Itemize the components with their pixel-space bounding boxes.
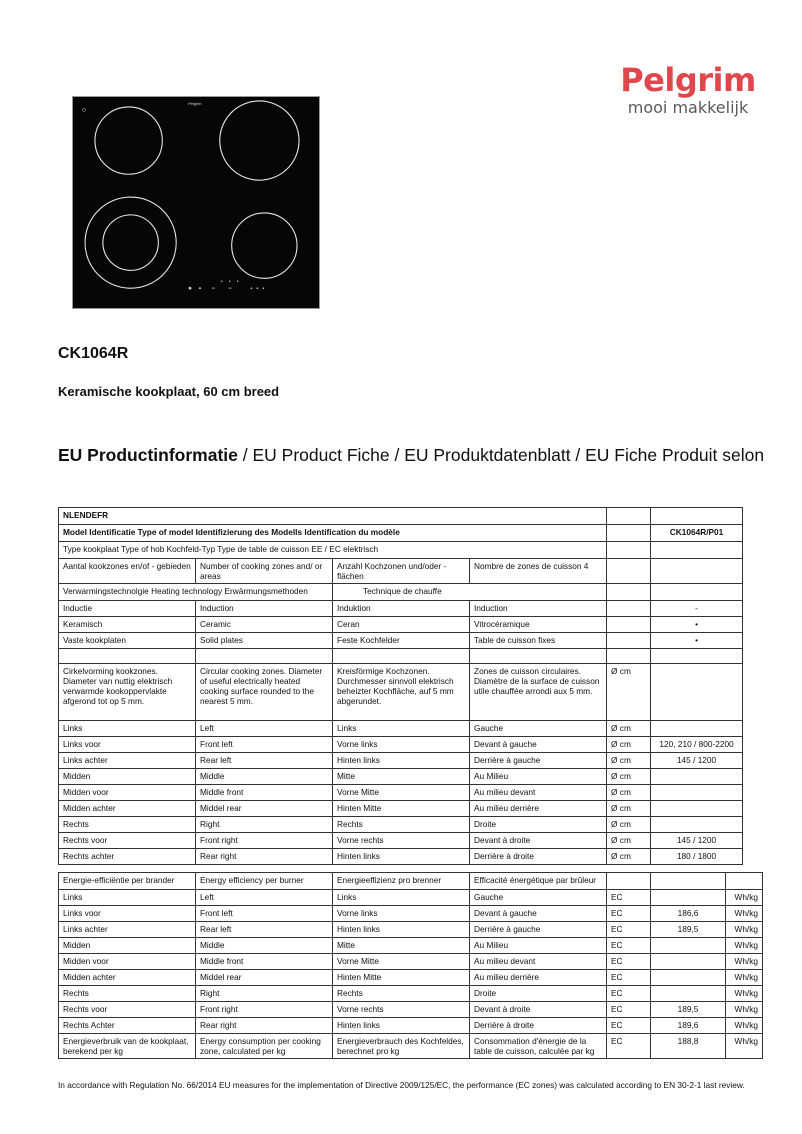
zones-count-en: Number of cooking zones and/ or areas <box>196 559 333 584</box>
cell-de: Vorne links <box>333 906 470 922</box>
cell-unit: Ø cm <box>607 721 651 737</box>
cell-fr: Derrière à gauche <box>470 922 607 938</box>
cell-nl: Midden voor <box>59 954 196 970</box>
hob-control-panel <box>189 281 264 290</box>
hob-type-row <box>59 542 743 559</box>
cell-en: Left <box>196 721 333 737</box>
cell-per: Wh/kg <box>726 1002 763 1018</box>
cell-fr: Devant à gauche <box>470 906 607 922</box>
burner-front-left-inner <box>103 215 158 270</box>
tech-row: Keramisch Ceramic Ceran Vitrocéramique • <box>59 617 743 633</box>
diameter-rows <box>59 721 743 865</box>
model-number: CK1064R <box>58 345 129 362</box>
cell-fr: Au milieu derrière <box>470 970 607 986</box>
tech-value: - <box>651 601 743 617</box>
energy-total-row: Energieverbruik van de kookplaat, berekend per kg Energy consumption per cooking zone, calculated per kg Energieverbrauch des Kochfeldes, berechnet pro kg Consommation d'énergie de la table de cuisson, calculée par kg EC 188,8 Wh/kg <box>59 1034 763 1059</box>
cell-nl: Midden voor <box>59 785 196 801</box>
cell-nl: Links <box>59 890 196 906</box>
cell-value: 189,5 <box>651 922 726 938</box>
cell-de: Hinten Mitte <box>333 801 470 817</box>
cell-value <box>651 817 743 833</box>
cell-unit: EC <box>607 1018 651 1034</box>
hob-brand-label: Pelgrim <box>188 100 202 106</box>
cell-fr: Devant à droite <box>470 833 607 849</box>
cell-en: Middel rear <box>196 970 333 986</box>
cell-nl: Rechts achter <box>59 849 196 865</box>
zones-count-fr: Nombre de zones de cuisson 4 <box>470 559 607 584</box>
cell-unit: Ø cm <box>607 769 651 785</box>
cell-unit: EC <box>607 938 651 954</box>
cell-en: Front right <box>196 1002 333 1018</box>
cell-de: Vorne links <box>333 737 470 753</box>
tech-value: • <box>651 617 743 633</box>
cell-de: Vorne rechts <box>333 833 470 849</box>
cell-value <box>651 785 743 801</box>
model-id-row <box>59 525 743 542</box>
cell-unit: EC <box>607 1002 651 1018</box>
product-description: Keramische kookplaat, 60 cm breed <box>58 384 280 399</box>
cell-value: 145 / 1200 <box>651 833 743 849</box>
cell-value <box>651 954 726 970</box>
cell-per: Wh/kg <box>726 970 763 986</box>
cell-value <box>651 970 726 986</box>
cell-de: Vorne Mitte <box>333 785 470 801</box>
table-row <box>59 849 743 865</box>
table-row <box>59 817 743 833</box>
cell-de: Vorne rechts <box>333 1002 470 1018</box>
cell-fr: Au Milieu <box>470 769 607 785</box>
table-row <box>59 785 743 801</box>
cell-per: Wh/kg <box>726 890 763 906</box>
table-row <box>59 970 763 986</box>
table-row <box>59 737 743 753</box>
cell-nl: Rechts <box>59 986 196 1002</box>
language-header: NLENDEFR <box>59 508 607 525</box>
burner-front-right <box>232 213 297 278</box>
cell-fr: Gauche <box>470 721 607 737</box>
fiche-heading-bold: EU Productinformatie <box>58 445 238 465</box>
cell-en: Middle <box>196 938 333 954</box>
cell-unit: EC <box>607 922 651 938</box>
cell-fr: Devant à gauche <box>470 737 607 753</box>
table-row <box>59 1018 763 1034</box>
table-row <box>59 801 743 817</box>
zones-count-de: Anzahl Kochzonen und/oder -flächen <box>333 559 470 584</box>
table-row <box>59 938 763 954</box>
cell-fr: Au Milieu <box>470 938 607 954</box>
cell-value: 145 / 1200 <box>651 753 743 769</box>
tech-row: Vaste kookplaten Solid plates Feste Kochfelder Table de cuisson fixes • <box>59 633 743 649</box>
cell-de: Rechts <box>333 986 470 1002</box>
model-id-label: Model Identificatie Type of model Identifizierung des Modells Identification du modèle <box>59 525 607 542</box>
cell-de: Rechts <box>333 817 470 833</box>
model-id-value: CK1064R/P01 <box>651 525 743 542</box>
cell-fr: Droite <box>470 817 607 833</box>
cell-de: Hinten links <box>333 753 470 769</box>
cell-en: Front right <box>196 833 333 849</box>
cell-fr: Au milieu derrière <box>470 801 607 817</box>
cell-per: Wh/kg <box>726 954 763 970</box>
energy-rows <box>59 890 763 1034</box>
cell-en: Rear left <box>196 753 333 769</box>
cell-per: Wh/kg <box>726 922 763 938</box>
cell-value: 189,5 <box>651 1002 726 1018</box>
cell-per: Wh/kg <box>726 986 763 1002</box>
heating-tech-label-fr: Technique de chauffe <box>333 584 607 601</box>
cell-unit: EC <box>607 890 651 906</box>
cell-unit: Ø cm <box>607 737 651 753</box>
fiche-heading <box>58 445 764 466</box>
cell-fr: Derrière à droite <box>470 1018 607 1034</box>
cell-en: Front left <box>196 737 333 753</box>
cell-unit: Ø cm <box>607 817 651 833</box>
burner-rear-left <box>95 107 162 174</box>
cell-value <box>651 801 743 817</box>
cell-nl: Rechts <box>59 817 196 833</box>
table-header-row <box>59 508 743 525</box>
cell-nl: Midden achter <box>59 801 196 817</box>
cell-value: 180 / 1800 <box>651 849 743 865</box>
cell-de: Mitte <box>333 938 470 954</box>
cell-value: 120, 210 / 800-2200 <box>651 737 743 753</box>
cell-per: Wh/kg <box>726 938 763 954</box>
cell-en: Middle front <box>196 785 333 801</box>
cell-de: Hinten Mitte <box>333 970 470 986</box>
cell-fr: Au milieu devant <box>470 785 607 801</box>
cell-nl: Rechts Achter <box>59 1018 196 1034</box>
cooktop-illustration <box>73 97 319 308</box>
energy-efficiency-table <box>58 872 763 1059</box>
cell-unit: EC <box>607 970 651 986</box>
cell-en: Rear right <box>196 1018 333 1034</box>
cell-value <box>651 986 726 1002</box>
table-row <box>59 753 743 769</box>
product-image <box>72 96 320 309</box>
cell-unit: Ø cm <box>607 801 651 817</box>
zones-count-nl: Aantal kookzones en/of - gebieden <box>59 559 196 584</box>
energy-header-row: Energie-efficiëntie per brander Energy efficiency per burner Energieeffizienz pro brenner Efficacité énergétique par brûleur <box>59 873 763 890</box>
cell-en: Middle <box>196 769 333 785</box>
cell-nl: Links <box>59 721 196 737</box>
cell-fr: Devant à droite <box>470 1002 607 1018</box>
table-row <box>59 986 763 1002</box>
cell-unit: EC <box>607 906 651 922</box>
cell-nl: Midden <box>59 769 196 785</box>
tech-row: Inductie Induction Induktion Induction - <box>59 601 743 617</box>
cell-fr: Gauche <box>470 890 607 906</box>
cell-en: Right <box>196 986 333 1002</box>
spacer-row <box>59 649 743 664</box>
heating-tech-label: Verwarmingstechnolgie Heating technology Erwärmungsmethoden <box>59 584 333 601</box>
cell-de: Links <box>333 890 470 906</box>
cell-value <box>651 769 743 785</box>
table-row <box>59 1002 763 1018</box>
table-row <box>59 769 743 785</box>
cell-per: Wh/kg <box>726 906 763 922</box>
brand-name: Pelgrim <box>620 61 756 99</box>
cell-de: Vorne Mitte <box>333 954 470 970</box>
zones-count-row <box>59 559 743 584</box>
fiche-heading-rest: / EU Product Fiche / EU Produktdatenblatt / EU Fiche Produit selon <box>237 445 765 465</box>
tech-value: • <box>651 633 743 649</box>
cell-en: Rear right <box>196 849 333 865</box>
burner-front-left-outer <box>85 197 176 288</box>
cell-nl: Rechts voor <box>59 1002 196 1018</box>
circle-description-row: Cirkelvorming kookzones. Diameter van nuttig elektrisch verwarmde kookoppervlakte afgerond tot op 5 mm. Circular cooking zones. Diameter of useful electrically heated cooking surface rounded to the nearest 5 mm. Kreisförmige Kochzonen. Durchmesser sinnvoll elektrisch beheizter Kochfläche, auf 5 mm abgerundet. Zones de cuisson circulaires. Diamètre de la surface de cuisson utile chauffée arrondi aux 5 mm. Ø cm <box>59 664 743 721</box>
cell-de: Hinten links <box>333 849 470 865</box>
cell-fr: Droite <box>470 986 607 1002</box>
cell-en: Right <box>196 817 333 833</box>
table-row <box>59 954 763 970</box>
cell-unit: Ø cm <box>607 785 651 801</box>
cell-value: 189,6 <box>651 1018 726 1034</box>
cell-de: Hinten links <box>333 922 470 938</box>
cell-de: Mitte <box>333 769 470 785</box>
cell-unit: EC <box>607 954 651 970</box>
cell-de: Hinten links <box>333 1018 470 1034</box>
cell-unit: Ø cm <box>607 833 651 849</box>
cell-nl: Links voor <box>59 906 196 922</box>
cell-en: Front left <box>196 906 333 922</box>
table-row <box>59 906 763 922</box>
cell-value <box>651 890 726 906</box>
cell-unit: Ø cm <box>607 753 651 769</box>
hob-corner-mark <box>83 108 86 111</box>
brand-logo <box>618 62 758 118</box>
cell-de: Links <box>333 721 470 737</box>
burner-rear-right <box>220 101 299 180</box>
energy-total-value: 188,8 <box>651 1034 726 1059</box>
hob-type-label: Type kookplaat Type of hob Kochfeld-Typ Type de table de cuisson EE / EC elektrisch <box>59 542 607 559</box>
cell-nl: Midden <box>59 938 196 954</box>
cell-unit: Ø cm <box>607 849 651 865</box>
cell-fr: Derrière à gauche <box>470 753 607 769</box>
cell-en: Middle front <box>196 954 333 970</box>
cell-fr: Derrière à droite <box>470 849 607 865</box>
table-row <box>59 721 743 737</box>
product-fiche-table <box>58 507 743 865</box>
cell-en: Left <box>196 890 333 906</box>
heating-tech-row <box>59 584 743 601</box>
brand-tagline: mooi makkelijk <box>627 98 749 117</box>
cell-nl: Links achter <box>59 922 196 938</box>
cell-fr: Au milieu devant <box>470 954 607 970</box>
cell-nl: Midden achter <box>59 970 196 986</box>
table-row <box>59 833 743 849</box>
table-row <box>59 922 763 938</box>
cell-value <box>651 938 726 954</box>
cell-en: Middel rear <box>196 801 333 817</box>
cell-nl: Rechts voor <box>59 833 196 849</box>
regulation-footnote: In accordance with Regulation No. 66/2014 EU measures for the implementation of Directive 2009/125/EC, the performance (EC zones) was calculated according to EN 30-2-1 last review. <box>58 1080 745 1090</box>
cell-nl: Links achter <box>59 753 196 769</box>
cell-value: 186,6 <box>651 906 726 922</box>
cell-per: Wh/kg <box>726 1018 763 1034</box>
cell-unit: EC <box>607 986 651 1002</box>
cell-en: Rear left <box>196 922 333 938</box>
cell-value <box>651 721 743 737</box>
cell-nl: Links voor <box>59 737 196 753</box>
table-row <box>59 890 763 906</box>
